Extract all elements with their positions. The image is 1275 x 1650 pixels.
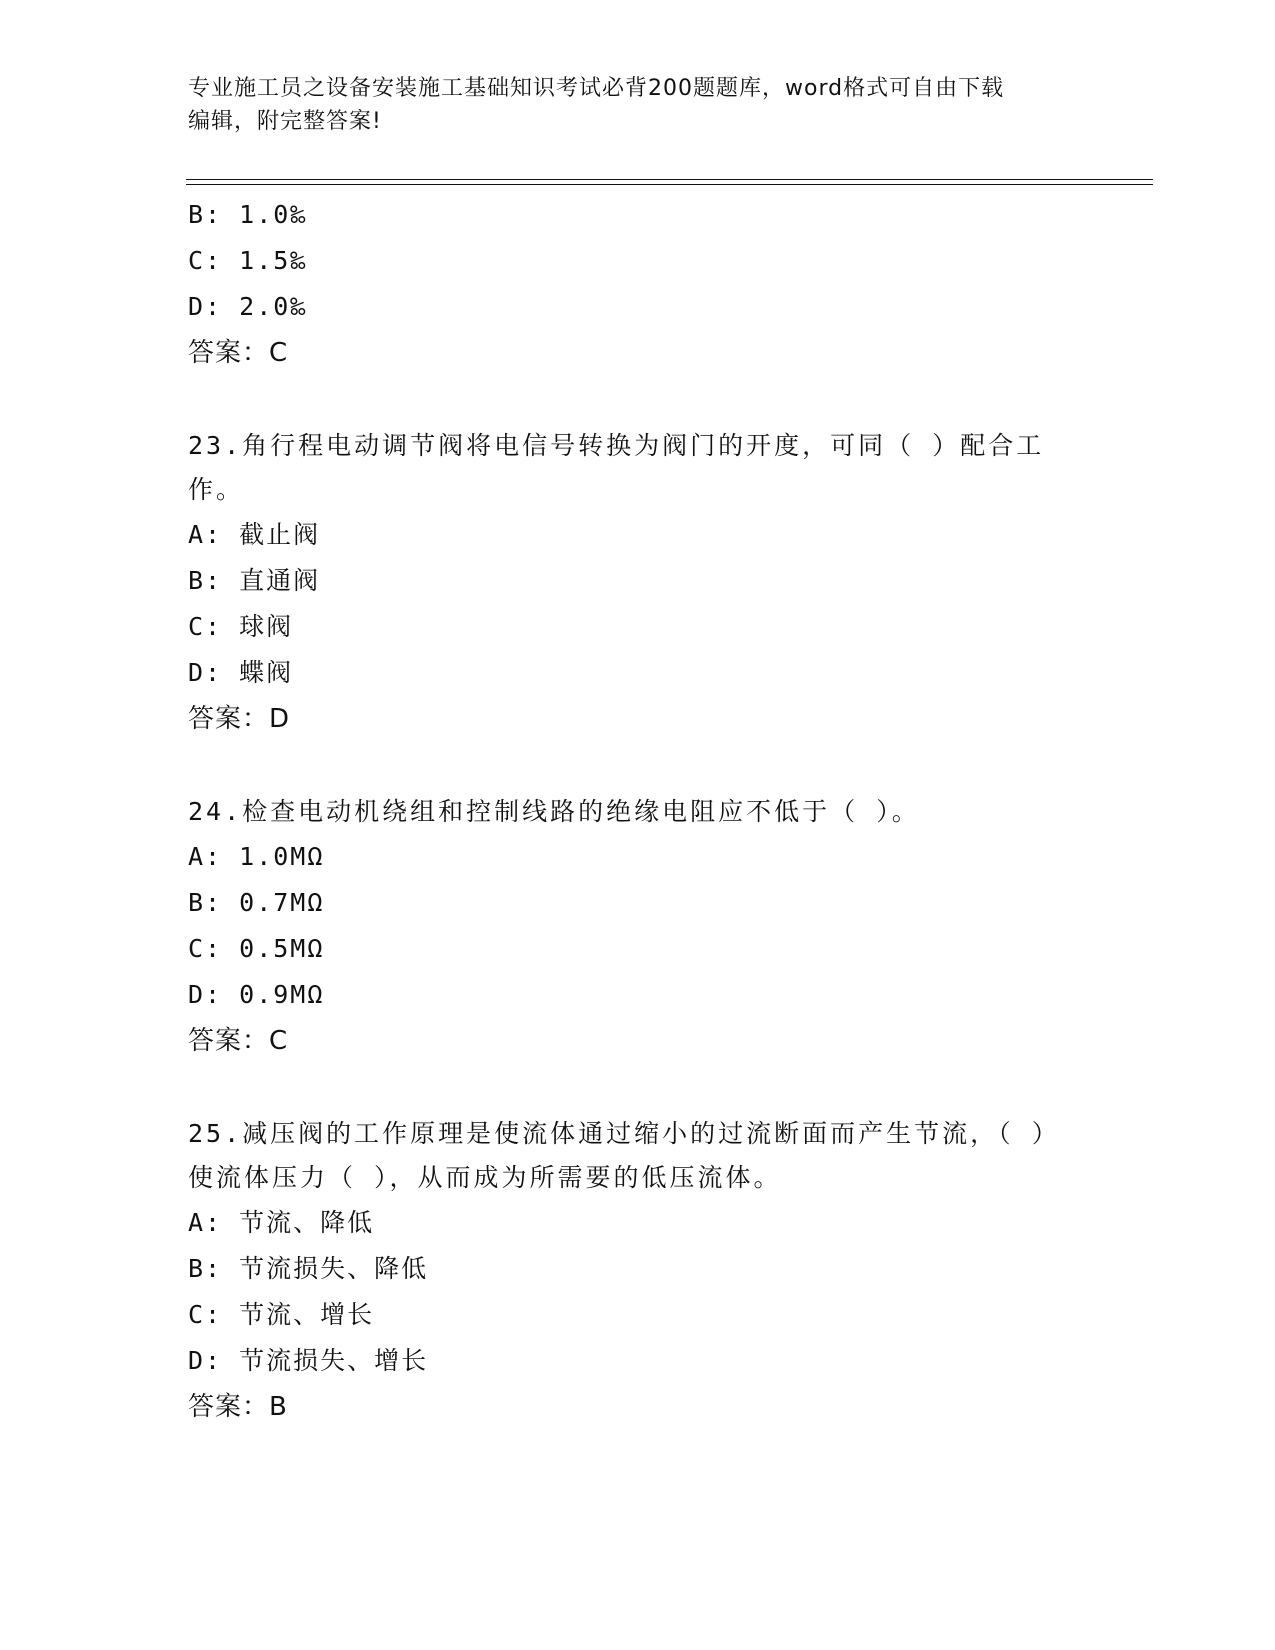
question-24 <box>188 790 1088 1064</box>
option-b: B: 0.7MΩ <box>188 888 325 917</box>
option-c: C: 0.5MΩ <box>188 934 325 963</box>
answer-label: 答案：B <box>188 1392 288 1422</box>
option-c: C: 1.5‰ <box>188 246 308 275</box>
option-b: B: 直通阀 <box>188 566 321 595</box>
header-divider-top <box>186 179 1153 180</box>
question-spacer <box>188 376 1088 424</box>
question-text: 24.检查电动机绕组和控制线路的绝缘电阻应不低于（ ）。 <box>188 797 920 826</box>
question-list <box>188 192 1088 1430</box>
header-divider-bottom <box>186 184 1153 185</box>
question-text: 25.减压阀的工作原理是使流体通过缩小的过流断面而产生节流，（ ）使流体压力（ ），从而成为所需要的低压流体。 <box>188 1119 1060 1192</box>
option-b: B: 节流损失、降低 <box>188 1254 429 1283</box>
header-title-line-1: 专业施工员之设备安装施工基础知识考试必背200题题库，word格式可自由下载 <box>188 76 1005 101</box>
question-spacer <box>188 1064 1088 1112</box>
option-a: A: 节流、降低 <box>188 1208 375 1237</box>
answer-label: 答案：D <box>188 704 291 734</box>
option-c: C: 球阀 <box>188 612 294 641</box>
option-b: B: 1.0‰ <box>188 200 308 229</box>
question-22 <box>188 192 1088 376</box>
document-header <box>188 72 1068 138</box>
question-23 <box>188 424 1088 742</box>
option-d: D: 节流损失、增长 <box>188 1346 429 1375</box>
option-d: D: 0.9MΩ <box>188 980 325 1009</box>
option-c: C: 节流、增长 <box>188 1300 375 1329</box>
question-25 <box>188 1112 1088 1430</box>
option-a: A: 1.0MΩ <box>188 842 325 871</box>
answer-label: 答案：C <box>188 338 289 368</box>
option-a: A: 截止阀 <box>188 520 321 549</box>
option-d: D: 2.0‰ <box>188 292 308 321</box>
question-spacer <box>188 742 1088 790</box>
answer-label: 答案：C <box>188 1026 289 1056</box>
header-title-line-2: 编辑，附完整答案! <box>188 109 382 134</box>
option-d: D: 蝶阀 <box>188 658 294 687</box>
question-text: 23.角行程电动调节阀将电信号转换为阀门的开度，可同（ ）配合工作。 <box>188 431 1045 504</box>
